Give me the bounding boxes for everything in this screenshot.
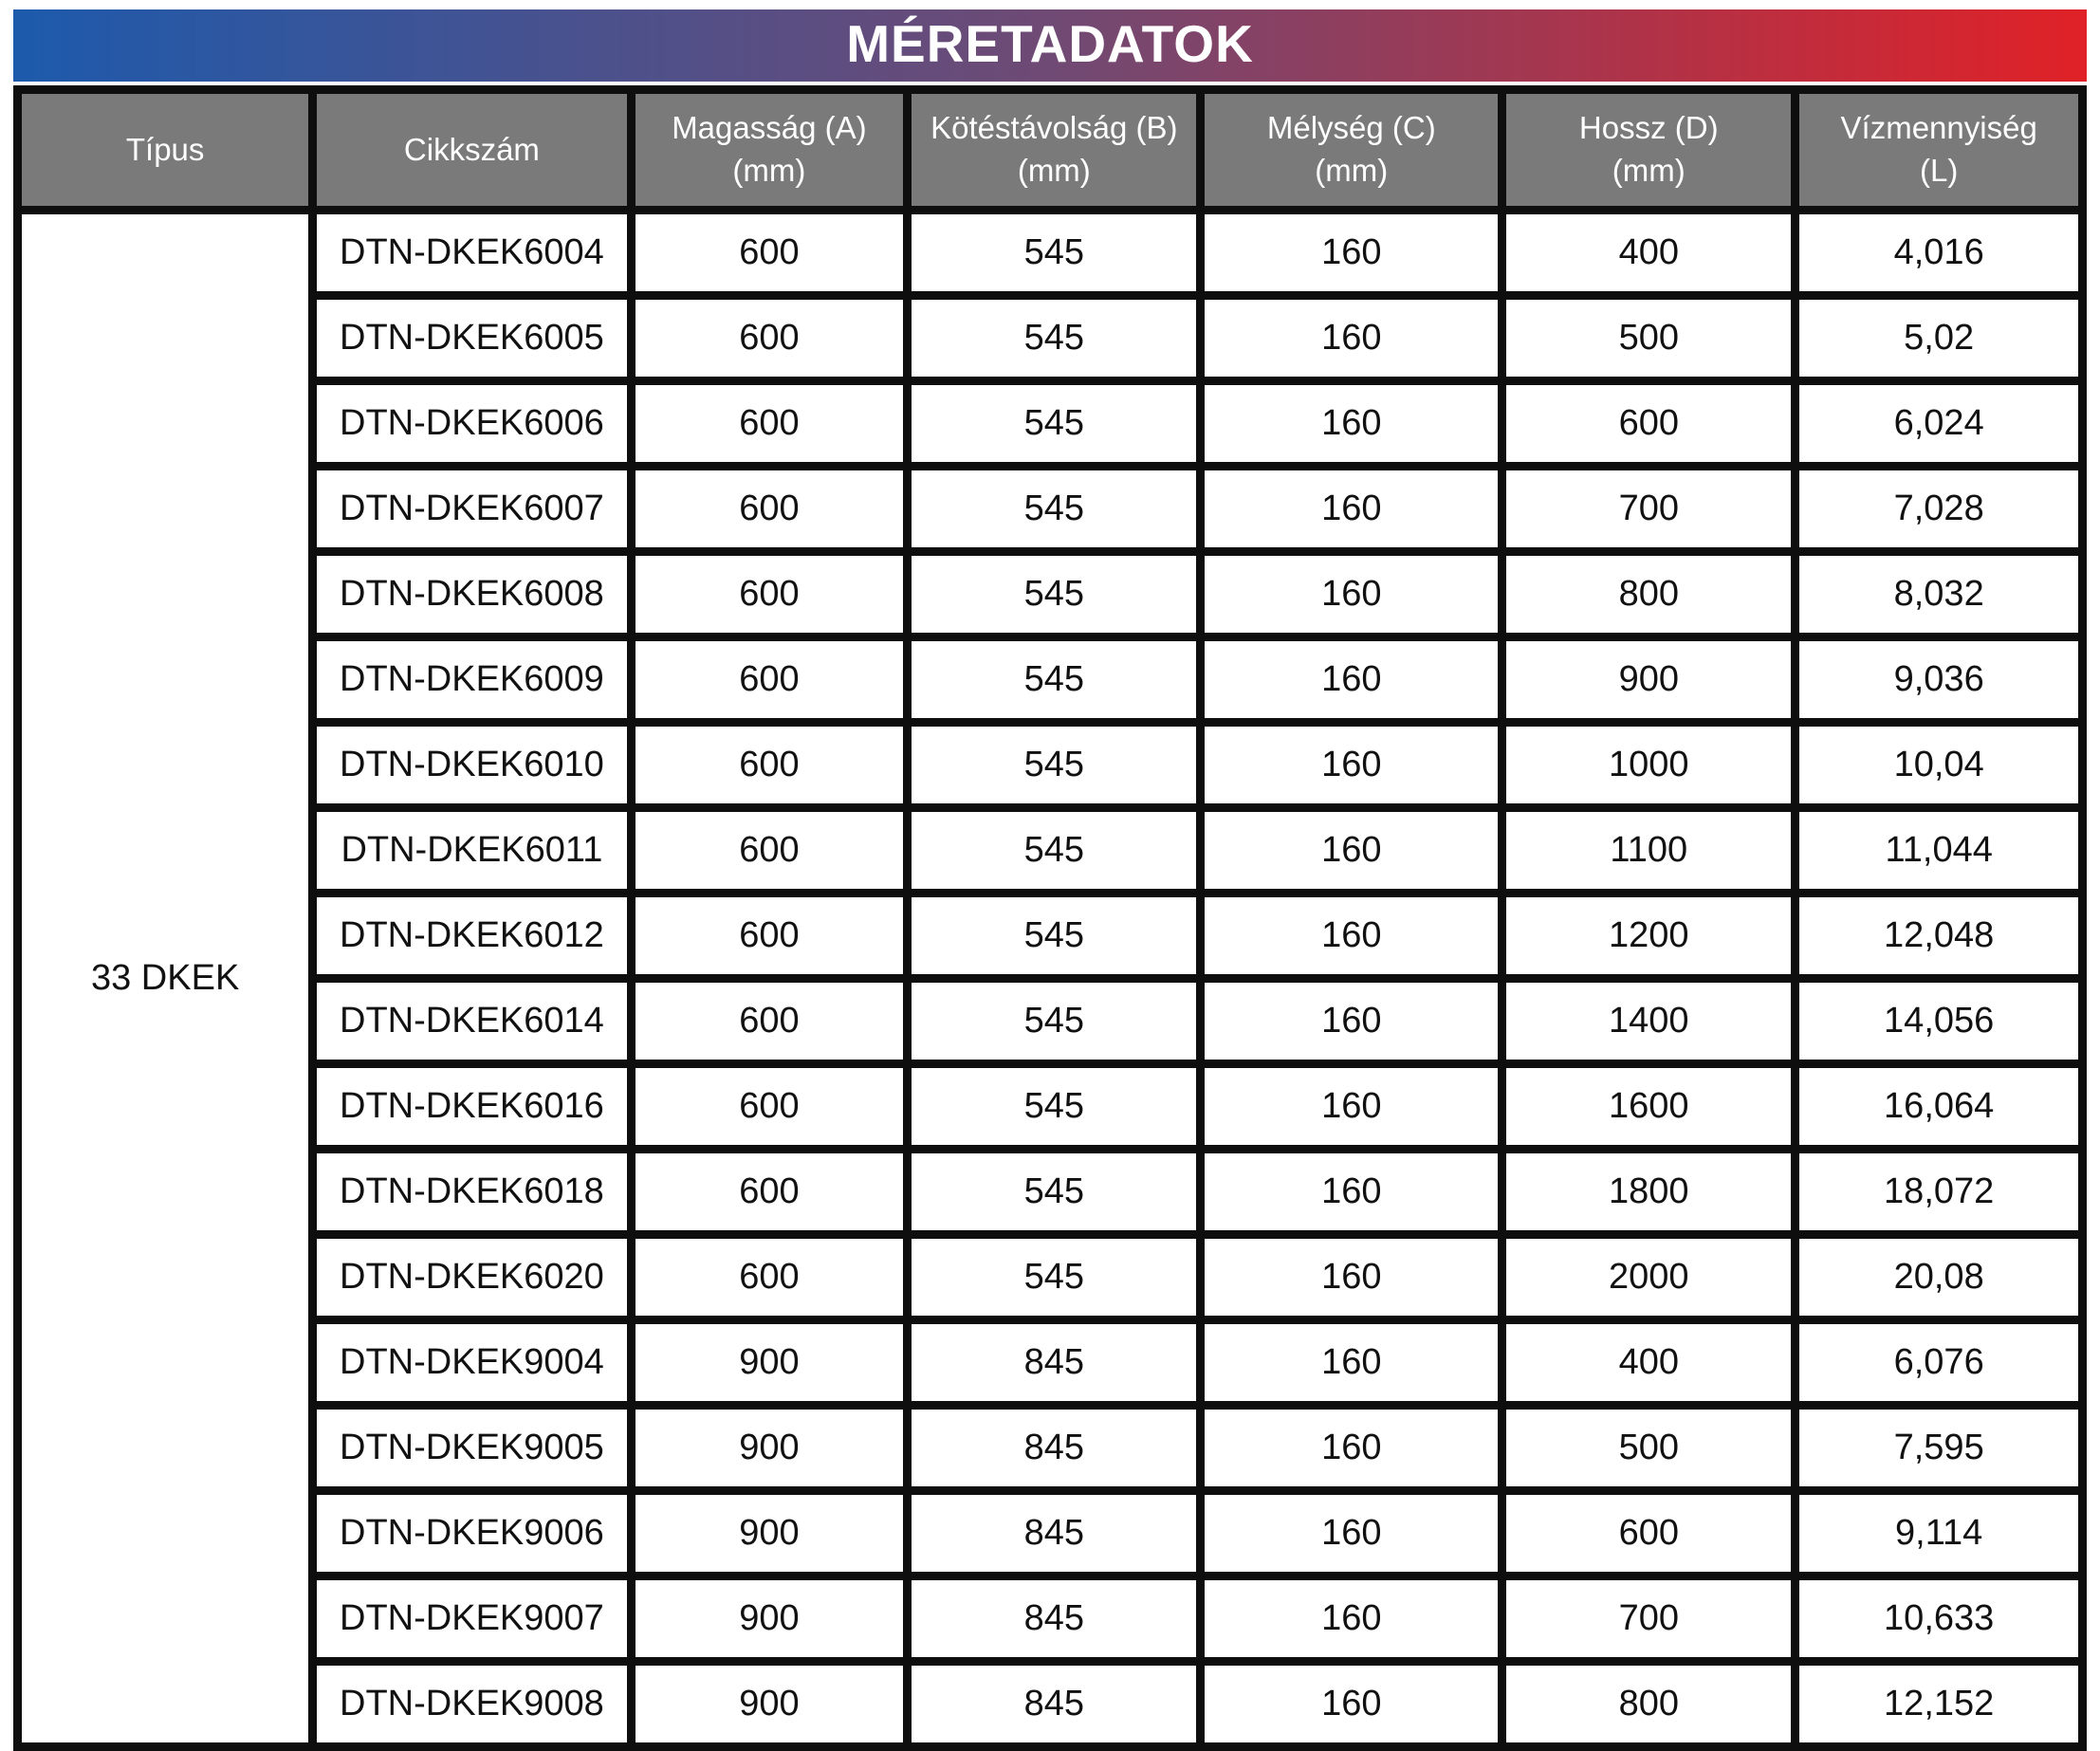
table-row [18, 1406, 2083, 1491]
hossz-cell: 1600 [1502, 1064, 1796, 1150]
hossz-cell: 400 [1502, 211, 1796, 296]
kotestavolsag-cell: 545 [908, 211, 1201, 296]
table-row [18, 1491, 2083, 1576]
type-cell: 33 DKEK [18, 211, 313, 1747]
hossz-cell: 800 [1502, 552, 1796, 637]
magassag-cell: 900 [631, 1406, 908, 1491]
col-header-label: Mélység (C) [1266, 110, 1436, 146]
magassag-cell: 600 [631, 723, 908, 808]
col-header-label: Vízmennyiség [1840, 110, 2037, 146]
melyseg-cell: 160 [1201, 1491, 1502, 1576]
kotestavolsag-cell: 845 [908, 1320, 1201, 1406]
table-row [18, 381, 2083, 467]
header-row [18, 90, 2083, 211]
cikkszam-cell: DTN-DKEK9007 [313, 1576, 631, 1662]
magassag-cell: 600 [631, 1150, 908, 1235]
kotestavolsag-cell: 545 [908, 1064, 1201, 1150]
cikkszam-cell: DTN-DKEK9008 [313, 1662, 631, 1747]
col-header-kotestavolsag [908, 90, 1201, 211]
vizmennyiseg-cell: 9,114 [1796, 1491, 2083, 1576]
hossz-cell: 500 [1502, 1406, 1796, 1491]
melyseg-cell: 160 [1201, 979, 1502, 1064]
table-row [18, 979, 2083, 1064]
col-header-unit: (mm) [1612, 153, 1686, 188]
melyseg-cell: 160 [1201, 1662, 1502, 1747]
hossz-cell: 600 [1502, 1491, 1796, 1576]
col-header-cikkszam [313, 90, 631, 211]
cikkszam-cell: DTN-DKEK9005 [313, 1406, 631, 1491]
kotestavolsag-cell: 845 [908, 1406, 1201, 1491]
cikkszam-cell: DTN-DKEK6004 [313, 211, 631, 296]
melyseg-cell: 160 [1201, 552, 1502, 637]
col-header-unit: (mm) [1315, 153, 1389, 188]
col-header-label: Magasság (A) [672, 110, 867, 146]
table-row [18, 1320, 2083, 1406]
magassag-cell: 600 [631, 467, 908, 552]
hossz-cell: 600 [1502, 381, 1796, 467]
vizmennyiseg-cell: 4,016 [1796, 211, 2083, 296]
vizmennyiseg-cell: 10,633 [1796, 1576, 2083, 1662]
cikkszam-cell: DTN-DKEK6008 [313, 552, 631, 637]
hossz-cell: 1100 [1502, 808, 1796, 894]
vizmennyiseg-cell: 6,024 [1796, 381, 2083, 467]
magassag-cell: 600 [631, 1064, 908, 1150]
melyseg-cell: 160 [1201, 211, 1502, 296]
magassag-cell: 600 [631, 381, 908, 467]
kotestavolsag-cell: 545 [908, 1235, 1201, 1320]
vizmennyiseg-cell: 14,056 [1796, 979, 2083, 1064]
hossz-cell: 900 [1502, 637, 1796, 723]
melyseg-cell: 160 [1201, 296, 1502, 381]
hossz-cell: 2000 [1502, 1235, 1796, 1320]
cikkszam-cell: DTN-DKEK9006 [313, 1491, 631, 1576]
page-title: MÉRETADATOK [846, 13, 1254, 73]
hossz-cell: 700 [1502, 1576, 1796, 1662]
cikkszam-cell: DTN-DKEK6005 [313, 296, 631, 381]
col-header-label: Kötéstávolság (B) [930, 110, 1178, 146]
table-row [18, 552, 2083, 637]
magassag-cell: 600 [631, 637, 908, 723]
magassag-cell: 900 [631, 1320, 908, 1406]
title-bar [13, 9, 2087, 82]
kotestavolsag-cell: 545 [908, 894, 1201, 979]
cikkszam-cell: DTN-DKEK6006 [313, 381, 631, 467]
cikkszam-cell: DTN-DKEK6011 [313, 808, 631, 894]
kotestavolsag-cell: 545 [908, 296, 1201, 381]
vizmennyiseg-cell: 18,072 [1796, 1150, 2083, 1235]
hossz-cell: 1200 [1502, 894, 1796, 979]
vizmennyiseg-cell: 12,048 [1796, 894, 2083, 979]
cikkszam-cell: DTN-DKEK6007 [313, 467, 631, 552]
cikkszam-cell: DTN-DKEK6009 [313, 637, 631, 723]
table-row [18, 1235, 2083, 1320]
kotestavolsag-cell: 545 [908, 723, 1201, 808]
vizmennyiseg-cell: 5,02 [1796, 296, 2083, 381]
vizmennyiseg-cell: 7,028 [1796, 467, 2083, 552]
col-header-hossz [1502, 90, 1796, 211]
hossz-cell: 1000 [1502, 723, 1796, 808]
size-data-table [13, 85, 2087, 1751]
col-header-tipus [18, 90, 313, 211]
col-header-melyseg [1201, 90, 1502, 211]
melyseg-cell: 160 [1201, 467, 1502, 552]
magassag-cell: 900 [631, 1662, 908, 1747]
table-row [18, 894, 2083, 979]
hossz-cell: 400 [1502, 1320, 1796, 1406]
vizmennyiseg-cell: 20,08 [1796, 1235, 2083, 1320]
col-header-label: Cikkszám [403, 131, 540, 167]
table-row [18, 723, 2083, 808]
magassag-cell: 600 [631, 211, 908, 296]
table-body [18, 211, 2083, 1747]
col-header-label: Hossz (D) [1578, 110, 1719, 146]
kotestavolsag-cell: 845 [908, 1491, 1201, 1576]
melyseg-cell: 160 [1201, 1064, 1502, 1150]
table-row [18, 1662, 2083, 1747]
magassag-cell: 600 [631, 552, 908, 637]
cikkszam-cell: DTN-DKEK6014 [313, 979, 631, 1064]
hossz-cell: 1400 [1502, 979, 1796, 1064]
col-header-unit: (L) [1919, 153, 1959, 188]
cikkszam-cell: DTN-DKEK6012 [313, 894, 631, 979]
kotestavolsag-cell: 845 [908, 1662, 1201, 1747]
magassag-cell: 600 [631, 808, 908, 894]
cikkszam-cell: DTN-DKEK6010 [313, 723, 631, 808]
melyseg-cell: 160 [1201, 723, 1502, 808]
magassag-cell: 900 [631, 1491, 908, 1576]
magassag-cell: 900 [631, 1576, 908, 1662]
kotestavolsag-cell: 545 [908, 381, 1201, 467]
vizmennyiseg-cell: 16,064 [1796, 1064, 2083, 1150]
col-header-label: Típus [125, 131, 205, 167]
vizmennyiseg-cell: 8,032 [1796, 552, 2083, 637]
melyseg-cell: 160 [1201, 1150, 1502, 1235]
magassag-cell: 600 [631, 894, 908, 979]
kotestavolsag-cell: 545 [908, 808, 1201, 894]
hossz-cell: 700 [1502, 467, 1796, 552]
melyseg-cell: 160 [1201, 808, 1502, 894]
kotestavolsag-cell: 545 [908, 467, 1201, 552]
table-row [18, 1150, 2083, 1235]
melyseg-cell: 160 [1201, 1320, 1502, 1406]
table-header [18, 90, 2083, 211]
vizmennyiseg-cell: 10,04 [1796, 723, 2083, 808]
cikkszam-cell: DTN-DKEK6020 [313, 1235, 631, 1320]
col-header-unit: (mm) [1017, 153, 1091, 188]
melyseg-cell: 160 [1201, 1406, 1502, 1491]
col-header-magassag [631, 90, 908, 211]
melyseg-cell: 160 [1201, 1576, 1502, 1662]
vizmennyiseg-cell: 9,036 [1796, 637, 2083, 723]
table-row [18, 467, 2083, 552]
hossz-cell: 1800 [1502, 1150, 1796, 1235]
melyseg-cell: 160 [1201, 381, 1502, 467]
table-row [18, 1064, 2083, 1150]
table-row [18, 1576, 2083, 1662]
table-row [18, 808, 2083, 894]
col-header-unit: (mm) [732, 153, 806, 188]
hossz-cell: 800 [1502, 1662, 1796, 1747]
kotestavolsag-cell: 545 [908, 979, 1201, 1064]
kotestavolsag-cell: 845 [908, 1576, 1201, 1662]
col-header-vizmennyiseg [1796, 90, 2083, 211]
melyseg-cell: 160 [1201, 894, 1502, 979]
cikkszam-cell: DTN-DKEK6016 [313, 1064, 631, 1150]
magassag-cell: 600 [631, 979, 908, 1064]
cikkszam-cell: DTN-DKEK9004 [313, 1320, 631, 1406]
magassag-cell: 600 [631, 296, 908, 381]
magassag-cell: 600 [631, 1235, 908, 1320]
cikkszam-cell: DTN-DKEK6018 [313, 1150, 631, 1235]
vizmennyiseg-cell: 11,044 [1796, 808, 2083, 894]
table-row [18, 296, 2083, 381]
melyseg-cell: 160 [1201, 637, 1502, 723]
table-row [18, 211, 2083, 296]
kotestavolsag-cell: 545 [908, 1150, 1201, 1235]
kotestavolsag-cell: 545 [908, 637, 1201, 723]
vizmennyiseg-cell: 12,152 [1796, 1662, 2083, 1747]
melyseg-cell: 160 [1201, 1235, 1502, 1320]
kotestavolsag-cell: 545 [908, 552, 1201, 637]
hossz-cell: 500 [1502, 296, 1796, 381]
table-row [18, 637, 2083, 723]
vizmennyiseg-cell: 7,595 [1796, 1406, 2083, 1491]
vizmennyiseg-cell: 6,076 [1796, 1320, 2083, 1406]
